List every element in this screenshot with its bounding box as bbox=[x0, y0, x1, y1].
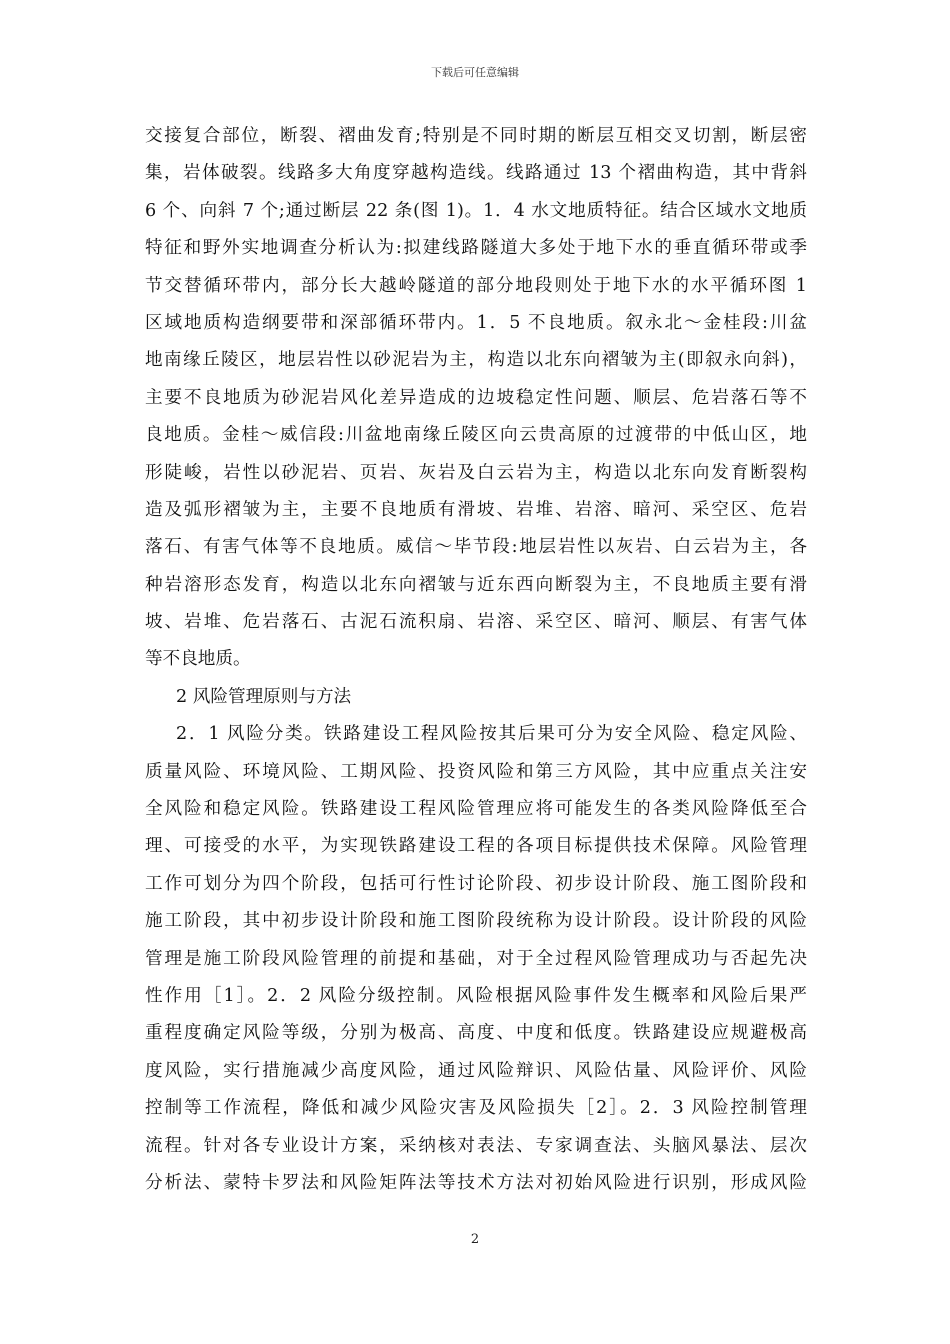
text-line: 施工阶段，其中初步设计阶段和施工图阶段统称为设计阶段。设计阶段的风险 bbox=[145, 911, 807, 932]
page-header: 下载后可任意编辑 bbox=[431, 66, 519, 79]
text-line: 地南缘丘陵区，地层岩性以砂泥岩为主，构造以北东向褶皱为主(即叙永向斜)， bbox=[145, 350, 807, 371]
text-line: 形陡峻，岩性以砂泥岩、页岩、灰岩及白云岩为主，构造以北东向发育断裂构 bbox=[145, 462, 807, 483]
text-line: 集，岩体破裂。线路多大角度穿越构造线。线路通过 13 个褶曲构造，其中背斜 bbox=[145, 163, 807, 184]
text-line: 6 个、向斜 7 个;通过断层 22 条(图 1)。1．4 水文地质特征。结合区域水文地质 bbox=[145, 200, 807, 221]
text-line: 良地质。金桂～威信段:川盆地南缘丘陵区向云贵高原的过渡带的中低山区，地 bbox=[145, 425, 807, 446]
text-line: 分析法、蒙特卡罗法和风险矩阵法等技术方法对初始风险进行识别，形成风险 bbox=[145, 1172, 807, 1193]
text-line: 造及弧形褶皱为主，主要不良地质有滑坡、岩堆、岩溶、暗河、采空区、危岩 bbox=[145, 499, 807, 520]
body-text bbox=[145, 118, 807, 1202]
text-line: 工作可划分为四个阶段，包括可行性讨论阶段、初步设计阶段、施工图阶段和 bbox=[145, 873, 807, 894]
text-line: 全风险和稳定风险。铁路建设工程风险管理应将可能发生的各类风险降低至合 bbox=[145, 799, 807, 820]
text-line: 重程度确定风险等级，分别为极高、高度、中度和低度。铁路建设应规避极高 bbox=[145, 1023, 807, 1044]
text-line: 流程。针对各专业设计方案，采纳核对表法、专家调查法、头脑风暴法、层次 bbox=[145, 1135, 807, 1156]
text-line: 管理是施工阶段风险管理的前提和基础，对于全过程风险管理成功与否起先决 bbox=[145, 948, 807, 969]
text-line: 2．1 风险分类。铁路建设工程风险按其后果可分为安全风险、稳定风险、 bbox=[176, 724, 807, 745]
text-line: 种岩溶形态发育，构造以北东向褶皱与近东西向断裂为主，不良地质主要有滑 bbox=[145, 574, 807, 595]
text-line: 理、可接受的水平，为实现铁路建设工程的各项目标提供技术保障。风险管理 bbox=[145, 836, 807, 857]
text-line: 控制等工作流程，降低和减少风险灾害及风险损失［2］。2．3 风险控制管理 bbox=[145, 1098, 807, 1119]
text-line: 区域地质构造纲要带和深部循环带内。1．5 不良地质。叙永北～金桂段:川盆 bbox=[145, 312, 807, 333]
text-line: 性作用［1］。2．2 风险分级控制。风险根据风险事件发生概率和风险后果严 bbox=[145, 985, 807, 1006]
text-line: 特征和野外实地调查分析认为:拟建线路隧道大多处于地下水的垂直循环带或季 bbox=[145, 238, 807, 259]
text-line: 坡、岩堆、危岩落石、古泥石流积扇、岩溶、采空区、暗河、顺层、有害气体 bbox=[145, 612, 807, 633]
text-line: 主要不良地质为砂泥岩风化差异造成的边坡稳定性问题、顺层、危岩落石等不 bbox=[145, 387, 807, 408]
page-number: 2 bbox=[470, 1232, 480, 1247]
text-line: 交接复合部位，断裂、褶曲发育;特别是不同时期的断层互相交叉切割，断层密 bbox=[145, 126, 807, 146]
text-line: 节交替循环带内，部分长大越岭隧道的部分地段则处于地下水的水平循环图 1 bbox=[145, 275, 807, 296]
text-line: 2 风险管理原则与方法 bbox=[176, 686, 352, 707]
text-line: 等不良地质。 bbox=[145, 649, 251, 670]
text-line: 度风险，实行措施减少高度风险，通过风险辩识、风险估量、风险评价、风险 bbox=[145, 1060, 807, 1081]
text-line: 落石、有害气体等不良地质。威信～毕节段:地层岩性以灰岩、白云岩为主，各 bbox=[145, 537, 807, 558]
text-line: 质量风险、环境风险、工期风险、投资风险和第三方风险，其中应重点关注安 bbox=[145, 761, 807, 782]
